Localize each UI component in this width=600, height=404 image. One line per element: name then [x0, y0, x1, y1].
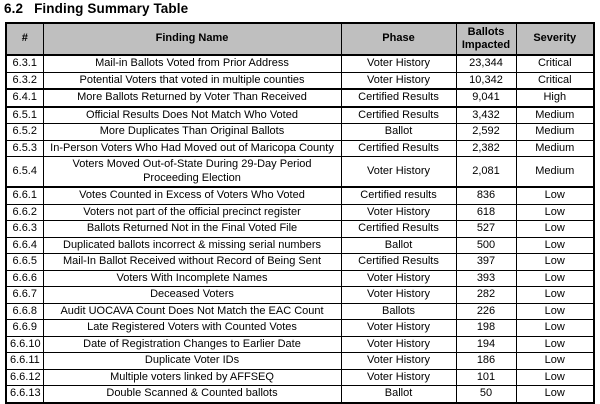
cell-ballots: 282	[456, 287, 516, 304]
cell-ballots: 198	[456, 320, 516, 337]
column-header-name: Finding Name	[43, 23, 341, 55]
table-row	[6, 287, 594, 304]
cell-severity: Low	[516, 270, 594, 287]
cell-severity: Critical	[516, 72, 594, 89]
cell-name: Votes Counted in Excess of Voters Who Voted	[43, 187, 341, 204]
cell-severity: Low	[516, 221, 594, 238]
column-header-phase: Phase	[341, 23, 456, 55]
cell-name: More Duplicates Than Original Ballots	[43, 124, 341, 141]
cell-ballots: 194	[456, 336, 516, 353]
cell-severity: Low	[516, 369, 594, 386]
cell-ballots: 618	[456, 204, 516, 221]
cell-id: 6.5.2	[6, 124, 43, 141]
cell-phase: Voter History	[341, 55, 456, 72]
cell-name: Late Registered Voters with Counted Votes	[43, 320, 341, 337]
table-row	[6, 353, 594, 370]
section-title	[4, 1, 188, 16]
cell-phase: Certified Results	[341, 254, 456, 271]
cell-severity: Low	[516, 320, 594, 337]
cell-id: 6.5.1	[6, 107, 43, 124]
table-row	[6, 204, 594, 221]
cell-ballots: 2,081	[456, 157, 516, 188]
cell-phase: Ballot	[341, 386, 456, 403]
column-header-ballots: Ballots Impacted	[456, 23, 516, 55]
cell-phase: Voter History	[341, 353, 456, 370]
cell-severity: Low	[516, 386, 594, 403]
cell-name: Double Scanned & Counted ballots	[43, 386, 341, 403]
table-row	[6, 157, 594, 188]
table-row	[6, 336, 594, 353]
cell-name: More Ballots Returned by Voter Than Received	[43, 89, 341, 107]
table-header-row	[6, 23, 594, 55]
cell-severity: Critical	[516, 55, 594, 72]
cell-name: Ballots Returned Not in the Final Voted File	[43, 221, 341, 238]
cell-phase: Certified Results	[341, 221, 456, 238]
cell-severity: Medium	[516, 124, 594, 141]
section-number: 6.2	[4, 1, 24, 16]
cell-ballots: 9,041	[456, 89, 516, 107]
table-row	[6, 221, 594, 238]
cell-phase: Voter History	[341, 72, 456, 89]
cell-name: Mail-in Ballots Voted from Prior Address	[43, 55, 341, 72]
table-row	[6, 320, 594, 337]
cell-name: Voters not part of the official precinct register	[43, 204, 341, 221]
cell-phase: Voter History	[341, 204, 456, 221]
table-row	[6, 270, 594, 287]
section-title-text: Finding Summary Table	[34, 1, 189, 16]
cell-ballots: 836	[456, 187, 516, 204]
cell-severity: Low	[516, 204, 594, 221]
column-header-id: #	[6, 23, 43, 55]
cell-ballots: 397	[456, 254, 516, 271]
cell-ballots: 2,592	[456, 124, 516, 141]
cell-id: 6.6.12	[6, 369, 43, 386]
cell-phase: Voter History	[341, 287, 456, 304]
cell-name: Official Results Does Not Match Who Voted	[43, 107, 341, 124]
table-row	[6, 72, 594, 89]
cell-phase: Certified Results	[341, 140, 456, 157]
cell-id: 6.6.9	[6, 320, 43, 337]
cell-phase: Voter History	[341, 320, 456, 337]
cell-id: 6.6.11	[6, 353, 43, 370]
cell-id: 6.6.2	[6, 204, 43, 221]
table-row	[6, 254, 594, 271]
table-row	[6, 187, 594, 204]
cell-ballots: 226	[456, 303, 516, 320]
cell-phase: Ballot	[341, 237, 456, 254]
cell-severity: Low	[516, 237, 594, 254]
cell-ballots: 500	[456, 237, 516, 254]
cell-phase: Certified results	[341, 187, 456, 204]
cell-ballots: 527	[456, 221, 516, 238]
table-row	[6, 237, 594, 254]
cell-phase: Voter History	[341, 369, 456, 386]
cell-id: 6.3.2	[6, 72, 43, 89]
cell-phase: Ballots	[341, 303, 456, 320]
cell-ballots: 50	[456, 386, 516, 403]
cell-ballots: 3,432	[456, 107, 516, 124]
cell-id: 6.6.8	[6, 303, 43, 320]
cell-name: Duplicated ballots incorrect & missing serial numbers	[43, 237, 341, 254]
cell-ballots: 10,342	[456, 72, 516, 89]
cell-name: Mail-In Ballot Received without Record of Being Sent	[43, 254, 341, 271]
cell-phase: Certified Results	[341, 107, 456, 124]
cell-id: 6.3.1	[6, 55, 43, 72]
cell-severity: Medium	[516, 140, 594, 157]
table-row	[6, 369, 594, 386]
cell-id: 6.6.4	[6, 237, 43, 254]
cell-name: Potential Voters that voted in multiple counties	[43, 72, 341, 89]
cell-id: 6.6.5	[6, 254, 43, 271]
cell-id: 6.6.13	[6, 386, 43, 403]
cell-ballots: 101	[456, 369, 516, 386]
cell-name: Duplicate Voter IDs	[43, 353, 341, 370]
table-row	[6, 140, 594, 157]
cell-name: Date of Registration Changes to Earlier Date	[43, 336, 341, 353]
cell-phase: Certified Results	[341, 89, 456, 107]
cell-severity: High	[516, 89, 594, 107]
cell-phase: Voter History	[341, 336, 456, 353]
cell-id: 6.6.10	[6, 336, 43, 353]
cell-ballots: 186	[456, 353, 516, 370]
cell-phase: Voter History	[341, 157, 456, 188]
cell-severity: Low	[516, 353, 594, 370]
cell-id: 6.5.3	[6, 140, 43, 157]
cell-name: Voters Moved Out-of-State During 29-Day Period Proceeding Election	[43, 157, 341, 188]
cell-phase: Ballot	[341, 124, 456, 141]
cell-id: 6.4.1	[6, 89, 43, 107]
cell-ballots: 2,382	[456, 140, 516, 157]
cell-severity: Low	[516, 303, 594, 320]
cell-name: Audit UOCAVA Count Does Not Match the EAC Count	[43, 303, 341, 320]
finding-summary-table	[5, 22, 595, 404]
table-row	[6, 89, 594, 107]
table-row	[6, 124, 594, 141]
cell-name: Multiple voters linked by AFFSEQ	[43, 369, 341, 386]
cell-severity: Medium	[516, 107, 594, 124]
cell-id: 6.6.1	[6, 187, 43, 204]
cell-id: 6.6.3	[6, 221, 43, 238]
cell-name: Deceased Voters	[43, 287, 341, 304]
cell-severity: Low	[516, 254, 594, 271]
cell-name: Voters With Incomplete Names	[43, 270, 341, 287]
cell-ballots: 393	[456, 270, 516, 287]
cell-severity: Low	[516, 187, 594, 204]
cell-ballots: 23,344	[456, 55, 516, 72]
cell-phase: Voter History	[341, 270, 456, 287]
table-row	[6, 55, 594, 72]
cell-id: 6.6.6	[6, 270, 43, 287]
table-row	[6, 303, 594, 320]
table-row	[6, 386, 594, 403]
cell-id: 6.5.4	[6, 157, 43, 188]
cell-id: 6.6.7	[6, 287, 43, 304]
cell-severity: Low	[516, 287, 594, 304]
column-header-severity: Severity	[516, 23, 594, 55]
table-row	[6, 107, 594, 124]
cell-name: In-Person Voters Who Had Moved out of Maricopa County	[43, 140, 341, 157]
cell-severity: Medium	[516, 157, 594, 188]
cell-severity: Low	[516, 336, 594, 353]
